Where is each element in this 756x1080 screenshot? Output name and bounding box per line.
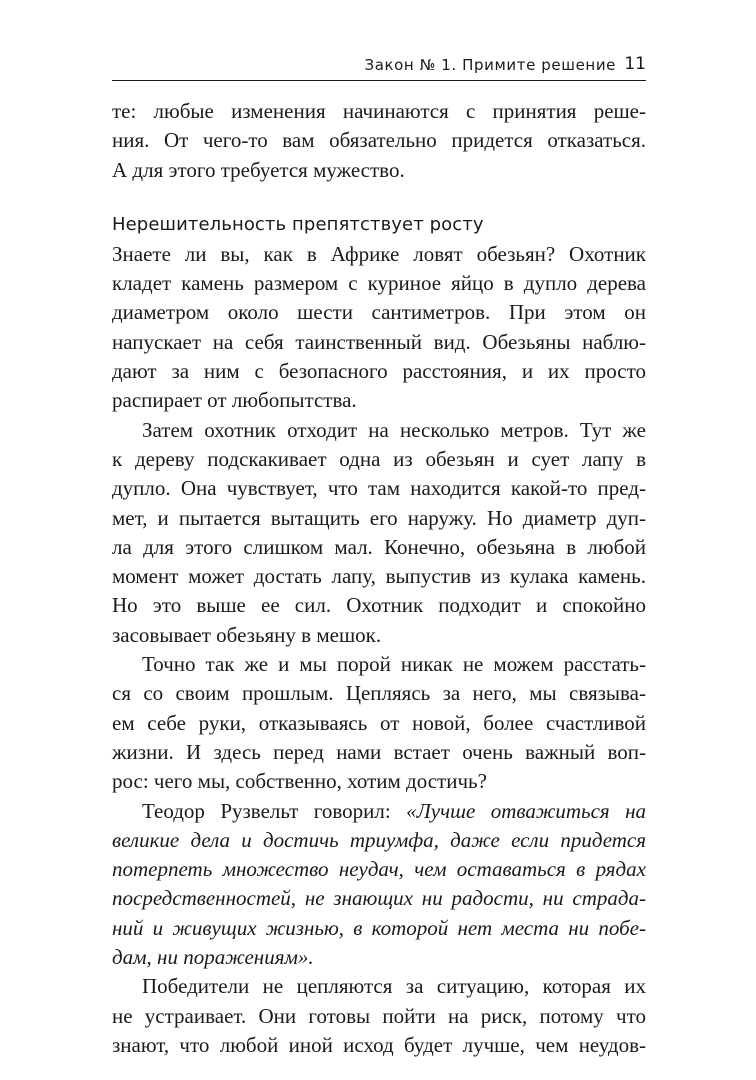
text-line: Точно так же и мы порой никак не можем расстать- <box>142 652 646 677</box>
text-line: Победители не цепляются за ситуацию, которая их <box>142 974 646 999</box>
text-line <box>112 797 646 826</box>
text-line: мет, и пытается вытащить его наружу. Но диаметр дуп- <box>112 505 646 530</box>
text-line: кладет камень размером с куриное яйцо в дупло дерева <box>112 271 646 296</box>
quote-line: посредственностей, не знающих ни радости, ни страда- <box>112 886 646 911</box>
page-number: 11 <box>624 54 646 74</box>
running-head: Закон № 1. Примите решение <box>364 56 616 74</box>
section-heading <box>112 210 646 240</box>
text-line: к дереву подскакивает одна из обезьян и сует лапу в <box>112 446 646 471</box>
text-line: А для этого требуется мужество. <box>112 157 405 182</box>
body-text <box>112 97 646 1060</box>
text-line: рос: чего мы, собственно, хотим достичь? <box>112 769 487 794</box>
paragraph-5-quote <box>112 797 646 973</box>
text-line: диаметром около шести сантиметров. При этом он <box>112 300 646 325</box>
paragraph-3 <box>112 416 646 650</box>
text-line: те: любые изменения начинаются с принятия реше- <box>112 99 646 123</box>
text-line: жизни. И здесь перед нами встает очень важный воп- <box>112 739 646 764</box>
text-line: Затем охотник отходит на несколько метров. Тут же <box>142 417 646 442</box>
text-line: напускает на себя таинственный вид. Обезьяны наблю- <box>112 329 646 354</box>
text-line: дупло. Она чувствует, что там находится какой-то пред- <box>112 476 646 501</box>
quote-line: ний и живущих жизнью, в которой нет места ни побе- <box>112 915 646 940</box>
text-line: Знаете ли вы, как в Африке ловят обезьян? Охотник <box>112 241 646 266</box>
paragraph-1 <box>112 97 646 185</box>
text-line: ния. От чего-то вам обязательно придется отказаться. <box>112 128 646 153</box>
quote-text: «Лучше отважиться на <box>406 798 646 823</box>
quote-line: великие дела и достичь триумфа, даже если придется <box>112 827 646 852</box>
text-line: распирает от любопытства. <box>112 388 357 413</box>
quote-line: дам, ни поражениям». <box>112 945 314 970</box>
text-line: знают, что любой иной исход будет лучше, чем неудов- <box>112 1032 646 1057</box>
text-line: Но это выше ее сил. Охотник подходит и спокойно <box>112 593 646 618</box>
page-header <box>112 52 646 81</box>
paragraph-4 <box>112 650 646 796</box>
text-line: ла для этого слишком мал. Конечно, обезьяна в любой <box>112 534 646 559</box>
paragraph-2 <box>112 240 646 416</box>
text-line: не устраивает. Они готовы пойти на риск, потому что <box>112 1003 646 1028</box>
quote-line: потерпеть множество неудач, чем оставаться в рядах <box>112 857 646 882</box>
text-line: ся со своим прошлым. Цепляясь за него, мы связыва- <box>112 681 646 706</box>
text-line: ем себе руки, отказываясь от новой, более счастливой <box>112 710 646 735</box>
text-line: засовывает обезьяну в мешок. <box>112 622 382 647</box>
text-line: момент может достать лапу, выпустив из кулака камень. <box>112 564 646 589</box>
subheading: Нерешительность препятствует росту <box>112 213 484 235</box>
paragraph-6 <box>112 972 646 1060</box>
quote-intro: Теодор Рузвельт говорил: <box>142 798 407 823</box>
text-line: дают за ним с безопасного расстояния, и их просто <box>112 359 646 384</box>
